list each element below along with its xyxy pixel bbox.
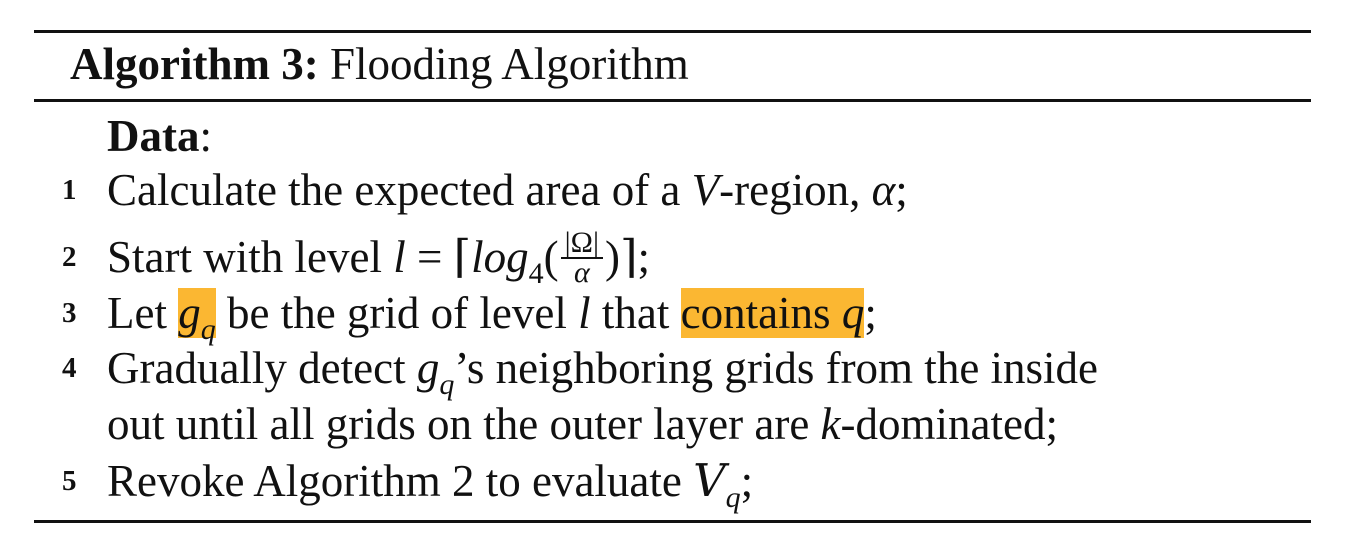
- step-5: Revoke Algorithm 2 to evaluate $V_q$;: [107, 454, 754, 514]
- var-V: V: [691, 165, 720, 215]
- fraction-numerator: |Ω|: [561, 229, 603, 259]
- data-header: Data:: [107, 111, 212, 161]
- algorithm-label: Algorithm 3:: [70, 39, 319, 89]
- var-alpha: α: [871, 165, 896, 215]
- data-label: Data: [107, 111, 200, 161]
- step-3: Let $g_q$ be the grid of level l that contains q;: [107, 288, 877, 346]
- log-function: log: [471, 232, 529, 282]
- top-rule: [34, 30, 1311, 33]
- step-number-2: 2: [62, 241, 77, 273]
- algorithm-name: Flooding Algorithm: [329, 39, 689, 89]
- step-number-4: 4: [62, 352, 77, 384]
- step-2: Start with level $l = ⌈\log_4$( $\frac{|\Omega|}{\alpha}$ )⌉;: [107, 225, 651, 290]
- bottom-rule: [34, 520, 1311, 523]
- step-4-line-1: Gradually detect $g_q’s$ neighboring grids from the inside: [107, 343, 1099, 401]
- var-k: k: [820, 399, 841, 449]
- step-number-3: 3: [62, 297, 77, 329]
- var-l: l: [393, 232, 406, 282]
- step-4-line-2: out until all grids on the outer layer are k-dominated;: [107, 399, 1058, 449]
- algorithm-title: [70, 36, 689, 92]
- var-l: l: [578, 288, 591, 338]
- step-1: Calculate the expected area of a V-region, α;: [107, 165, 908, 215]
- fraction-denominator: α: [573, 255, 590, 289]
- step-number-5: 5: [62, 465, 77, 497]
- header-rule: [34, 99, 1311, 102]
- step-number-1: 1: [62, 174, 77, 206]
- highlight-contains-q: contains q: [680, 288, 865, 338]
- fraction: [561, 225, 603, 289]
- var-calV: V: [693, 454, 726, 507]
- highlight-gq: $g_q$: [178, 288, 216, 346]
